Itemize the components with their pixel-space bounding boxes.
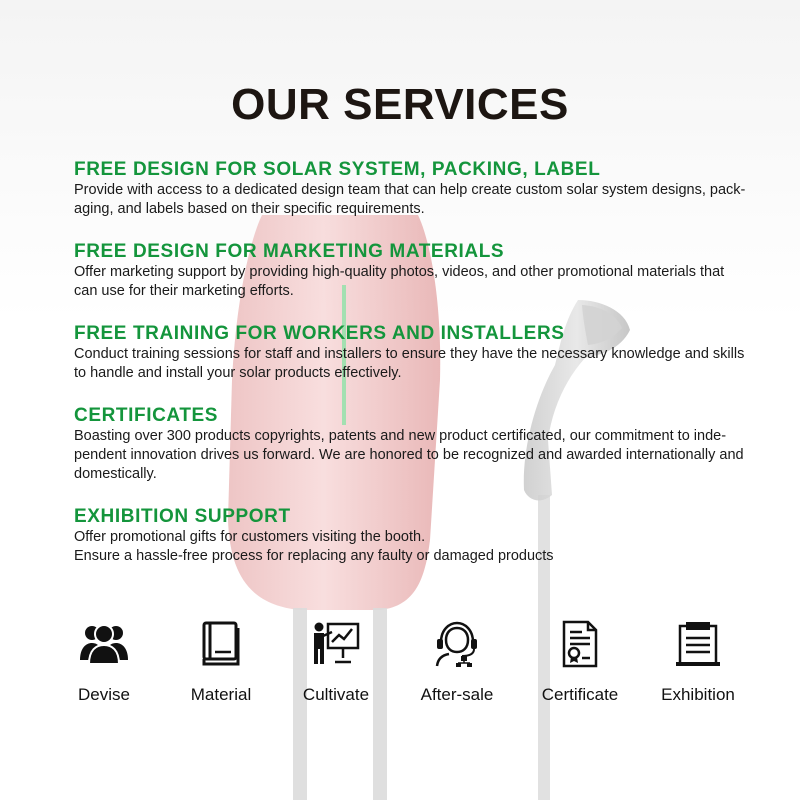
service-description-line: can use for their marketing efforts. <box>74 283 294 299</box>
exhibition-board-icon <box>672 618 724 670</box>
service-exhibition <box>74 506 764 566</box>
feature-exhibition <box>638 618 758 705</box>
service-description-line: Conduct training sessions for staff and installers to ensure they have the necessary knowledge and skills <box>74 346 745 362</box>
service-heading: FREE DESIGN FOR MARKETING MATERIALS <box>74 241 505 262</box>
feature-label: Devise <box>78 685 130 704</box>
headset-support-icon <box>431 618 483 670</box>
feature-after-sale <box>397 618 517 705</box>
certificate-document-icon <box>554 618 606 670</box>
service-description-line: Provide with access to a dedicated design team that can help create custom solar system designs, pack- <box>74 182 746 198</box>
service-description <box>74 427 764 484</box>
service-description <box>74 345 764 383</box>
feature-material <box>161 618 281 705</box>
service-heading: EXHIBITION SUPPORT <box>74 506 291 527</box>
service-description <box>74 263 764 301</box>
service-description-line: Ensure a hassle-free process for replacing any faulty or damaged products <box>74 548 554 564</box>
feature-label: Material <box>190 685 252 704</box>
service-solar-design <box>74 159 764 219</box>
team-icon <box>78 618 130 670</box>
service-description-line: Offer promotional gifts for customers visiting the booth. <box>74 529 426 545</box>
service-description-line: Boasting over 300 products copyrights, patents and new product certificated, our commitment to inde- <box>74 428 727 444</box>
service-heading: FREE DESIGN FOR SOLAR SYSTEM, PACKING, LABEL <box>74 159 601 180</box>
service-description-line: aging, and labels based on their specific requirements. <box>74 201 425 217</box>
feature-icon-row <box>0 618 800 718</box>
page-title: OUR SERVICES <box>231 80 569 129</box>
feature-cultivate <box>276 618 396 705</box>
feature-label: Exhibition <box>661 685 735 704</box>
feature-devise <box>44 618 164 705</box>
service-description-line: to handle and install your solar products effectively. <box>74 365 402 381</box>
book-icon <box>195 618 247 670</box>
service-heading: CERTIFICATES <box>74 405 219 426</box>
feature-label: After-sale <box>420 685 494 704</box>
service-marketing-design <box>74 241 764 301</box>
service-description <box>74 528 764 566</box>
feature-label: Certificate <box>541 685 619 704</box>
service-training <box>74 323 764 383</box>
service-description <box>74 181 764 219</box>
service-heading: FREE TRAINING FOR WORKERS AND INSTALLERS <box>74 323 565 344</box>
feature-label: Cultivate <box>302 685 370 704</box>
service-description-line: pendent innovation drives us forward. We are honored to be recognized and awarded internationally and <box>74 447 744 463</box>
feature-certificate <box>520 618 640 705</box>
service-certificates <box>74 405 764 484</box>
presentation-icon <box>310 618 362 670</box>
service-description-line: Offer marketing support by providing high-quality photos, videos, and other promotional materials that <box>74 264 725 280</box>
service-description-line: domestically. <box>74 466 157 482</box>
services-list <box>74 159 764 588</box>
